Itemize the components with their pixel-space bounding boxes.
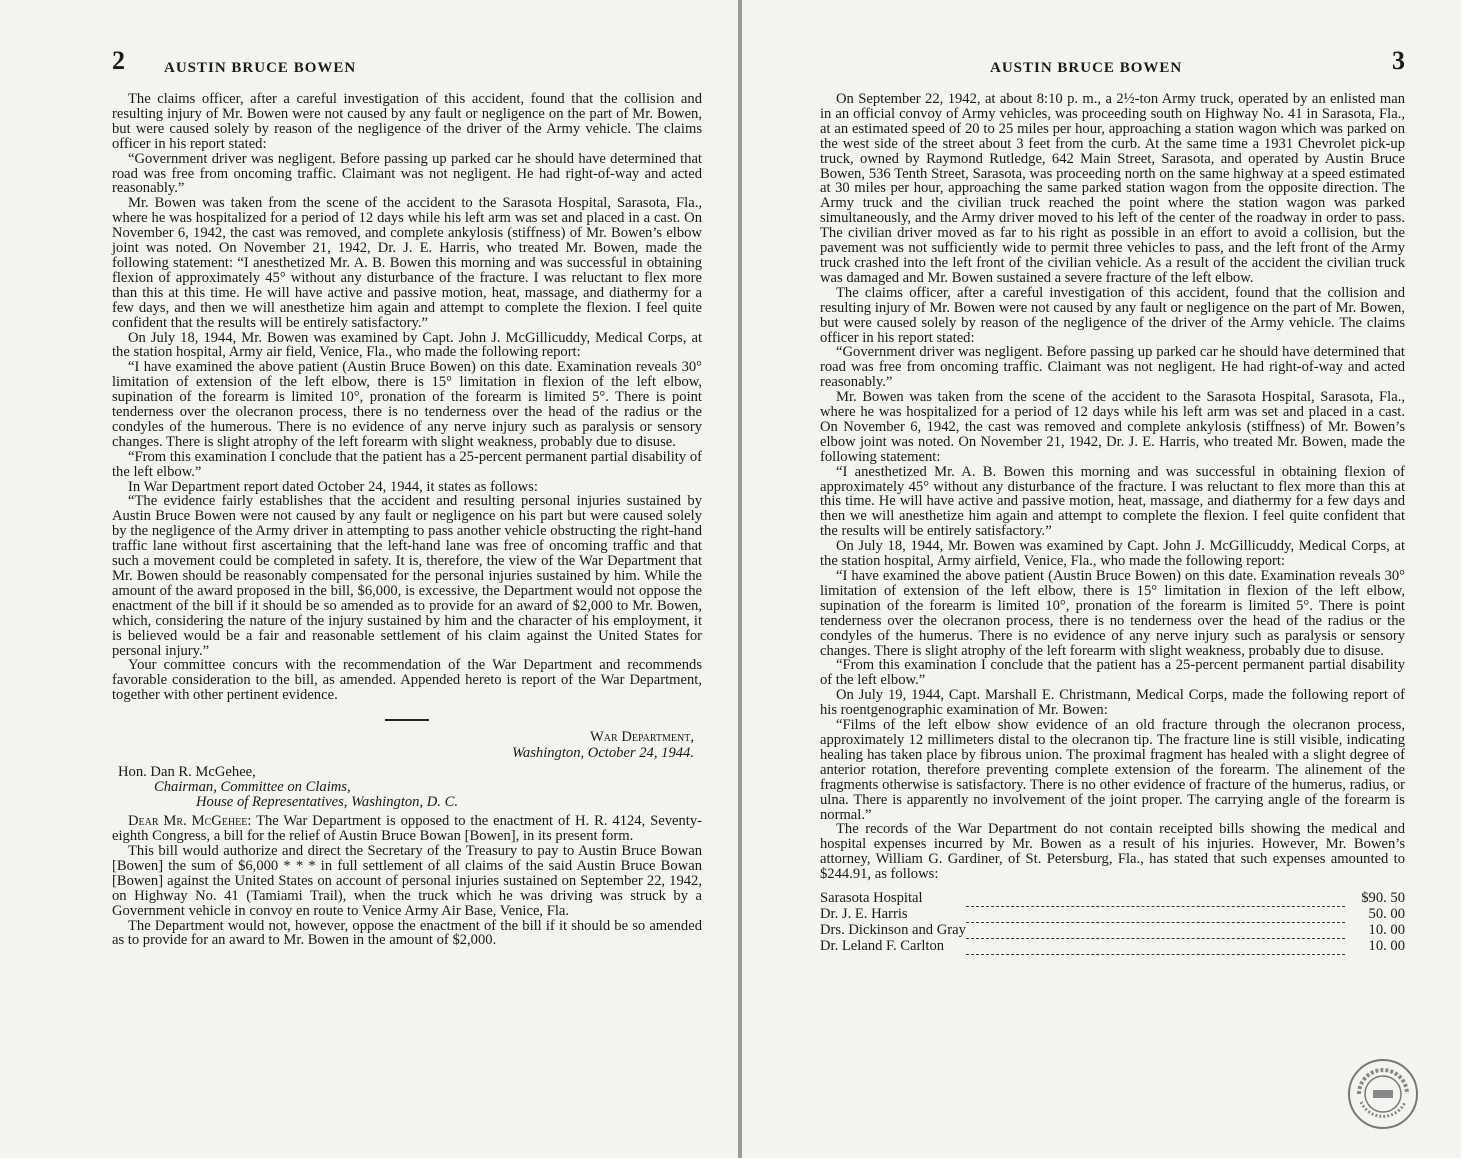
expense-amount: 10. 00 [1368,938,1405,955]
paragraph: In War Department report dated October 24, 1944, it states as follows: [128,478,538,495]
page-number: 2 [112,46,125,75]
section-divider [385,719,429,721]
salutation: Dear Mr. McGehee: [128,813,252,830]
leader-dots [966,938,1345,954]
paragraph: “Government driver was negligent. Before passing up parked car he should have determined that road was free from oncoming traffic. Claimant was not negligent. He had right-of-way and acted reasonably.” [820,344,1405,391]
paragraph: On July 18, 1944, Mr. Bowen was examined by Capt. John J. McGillicuddy, Medical Corps, at the station hospital, Army airfield, Venice, Fla., who made the following report: [820,538,1405,570]
letterhead: War Department, [590,729,694,746]
paragraph: “From this examination I conclude that the patient has a 25-percent permanent partial disability of the left elbow.” [112,448,702,480]
paragraph: The records of the War Department do not contain receipted bills showing the medical and hospital expenses incurred by Mr. Bowen as a result of his injuries. However, Mr. Bowen’s attorney, William G. Gardiner, of St. Petersburg, Fla., has stated that such expenses amounted to $244.91, as follows: [820,821,1405,883]
paragraph: The claims officer, after a careful investigation of this accident, found that the collision and resulting injury of Mr. Bowen were not caused by any fault or negligence on the part of Mr. Bowen, but were caused solely by reason of the negligence of the driver of the Army vehicle. The claims officer in his report stated: [112,91,702,152]
table-row [820,890,1405,906]
letter-date: Washington, October 24, 1944. [512,745,694,762]
letter-text: The War Department is opposed to the enactment of H. R. 4124, Seventy-eighth Congress, a bill for the relief of Austin Bruce Bowan [Bowen], in its present form. [112,813,703,845]
paragraph: On September 22, 1942, at about 8:10 p. m., a 2½-ton Army truck, operated by an enlisted man in an official convoy of Army vehicles, was proceeding south on Highway No. 41 in Sarasota, Fla., at an estimated speed of 20 to 25 miles per hour, approaching a station wagon which was parked on the west side of the street about 3 feet from the curb. At the same time a 1931 Chevrolet pick-up truck, owned by Raymond Rutledge, 642 Main Street, Sarasota, and operated by Austin Bruce Bowen, 536 Tenth Street, Sarasota, was proceeding north on the same highway at a speed estimated at 30 miles per hour, approaching the same parked station wagon from the opposite direction. The Army truck and the civilian truck reached the point where the station wagon was parked simultaneously, and the Army driver moved to his left of the center of the roadway in order to pass. The civilian driver moved as far to his right as possible in an effort to avoid a collision, but the pavement was not sufficiently wide to permit three vehicles to pass, and the left front of the Army truck crashed into the left front of the civilian vehicle. As a result of the accident the civilian truck was damaged and Mr. Bowen sustained a severe fracture of the left elbow. [820,91,1405,286]
right-page [742,0,1461,1158]
expense-name: Dr. Leland F. Carlton [820,938,945,955]
letter-heading [112,729,702,761]
leader-dots [966,922,1345,938]
paragraph: “The evidence fairly establishes that the accident and resulting personal injuries sustained by Austin Bruce Bowen were not caused by any fault or negligence on his part but were caused solely by the negligence of the Army driver in attempting to pass another vehicle obstructing the right-hand traffic lane without first ascertaining that the left-hand lane was free of oncoming traffic and that such a movement could be completed in safety. It is, therefore, the view of the War Department that Mr. Bowen should be reasonably compensated for the personal injuries sustained by him. While the amount of the award proposed in the bill, $6,000, is excessive, the Department would not oppose the enactment of the bill if it should be so amended as to provide for an award of $2,000 to Mr. Bowen, which, considering the nature of the injury sustained by him and the character of his employment, it is believed would be a fair and reasonable settlement of his claim against the United States for personal injury.” [112,493,702,659]
table-row [820,938,1405,954]
paragraph: Your committee concurs with the recommendation of the War Department and recommends favorable consideration to the bill, as amended. Appended hereto is report of the War Department, together with other pertinent evidence. [112,657,702,704]
addressee-name: Hon. Dan R. McGehee, [118,764,256,781]
table-row [820,922,1405,938]
paragraph: On July 19, 1944, Capt. Marshall E. Christmann, Medical Corps, made the following report of his roentgenographic examination of Mr. Bowen: [820,687,1405,719]
letter-paragraph: This bill would authorize and direct the Secretary of the Treasury to pay to Austin Bruce Bowan [Bowen] the sum of $6,000 * * * in full settlement of all claims of the said Austin Bruce Bowan [Bowen] against the United States on account of personal injuries sustained on September 22, 1942, on Highway No. 41 (Tamiami Trail), when the truck which he was driving was struck by a Government vehicle in convoy en route to Venice Army Air Base, Venice, Fla. [112,842,702,919]
paragraph: “From this examination I conclude that the patient has a 25-percent permanent partial disability of the left elbow.” [820,657,1405,689]
expense-amount: $90. 50 [1361,890,1405,907]
paragraph: On July 18, 1944, Mr. Bowen was examined by Capt. John J. McGillicuddy, Medical Corps, at the station hospital, Army air field, Venice, Fla., who made the following report: [112,329,702,361]
expense-name: Drs. Dickinson and Gray [820,922,966,939]
expense-name: Dr. J. E. Harris [820,906,908,923]
paragraph: “Government driver was negligent. Before passing up parked car he should have determined that road was free from oncoming traffic. Claimant was not negligent. He had right-of-way and acted reasonably.” [112,150,702,197]
page-header [820,46,1405,82]
expense-amount: 50. 00 [1368,906,1405,923]
paragraph: “Films of the left elbow show evidence of an old fracture through the olecranon process, approximately 12 millimeters distal to the olecranon tip. The fracture line is still visible, indicating healing has taken place by fibrous union. The proximal fragment has healed with a slight degree of anterior rotation, therefore preventing complete extension of the forearm. The alinement of the fragments otherwise is satisfactory. There is no other evidence of fracture of the humerus, radius, or ulna. There is apparently no involvement of the joint proper. The carrying angle of the forearm is normal.” [820,717,1405,823]
expense-name: Sarasota Hospital [820,890,923,907]
running-title: AUSTIN BRUCE BOWEN [990,60,1183,76]
expenses-table [820,890,1405,955]
addressee-block [112,765,702,810]
running-title: AUSTIN BRUCE BOWEN [164,60,357,76]
page-number: 3 [1392,46,1405,75]
paragraph: The claims officer, after a careful investigation of this accident, found that the collision and resulting injury of Mr. Bowen were not caused by any fault or negligence on the part of Mr. Bowen, but were caused solely by reason of the negligence of the driver of the Army vehicle. The claims officer in his report stated: [820,284,1405,346]
paragraph: Mr. Bowen was taken from the scene of the accident to the Sarasota Hospital, Sarasota, Fla., where he was hospitalized for a period of 12 days while his left arm was set and placed in a cast. On November 6, 1942, the cast was removed and complete ankylosis (stiffness) of Mr. Bowen’s elbow joint was noted. On November 21, 1942, Dr. J. E. Harris, who treated Mr. Bowen, made the following statement: [820,389,1405,465]
paragraph: “I have examined the above patient (Austin Bruce Bowen) on this date. Examination reveals 30° limitation of extension of the left elbow, there is 15° limitation in flexion of the left elbow, supination of the forearm is limited 10°, pronation of the forearm is limited 5°. There is point tenderness over the olecranon process, there is no tenderness over the head of the radius or the condyles of the humerus. There is no evidence of any nerve injury such as paralysis or sensory changes. There is slight atrophy of the left forearm with slight weakness, probably due to disuse. [820,568,1405,659]
archive-stamp-icon [1347,1058,1419,1130]
addressee-house: House of Representatives, Washington, D. C. [196,794,458,811]
paragraph: “I anesthetized Mr. A. B. Bowen this morning and was successful in obtaining flexion of approximately 45° without any disturbance of the fracture. I was reluctant to flex more than this at this time. He will have active and passive motion, heat, massage, and diathermy for a few days and then we will anesthetize him again and attempt to complete the flexion. I feel quite confident that the results will be entirely satisfactory.” [820,463,1405,540]
leader-dots [966,890,1345,906]
table-row [820,906,1405,922]
page-header [112,46,702,82]
expense-amount: 10. 00 [1368,922,1405,939]
letter-paragraph [112,814,702,844]
paragraph: Mr. Bowen was taken from the scene of the accident to the Sarasota Hospital, Sarasota, Fla., where he was hospitalized for a period of 12 days while his left arm was set and placed in a cast. On November 6, 1942, the cast was removed, and complete ankylosis (stiffness) of Mr. Bowen’s elbow joint was noted. On November 21, 1942, Dr. J. E. Harris, who treated Mr. Bowen, made the following statement: “I anesthetized Mr. A. B. Bowen this morning and was successful in obtaining flexion of approximately 45° without any disturbance of the fracture. I was reluctant to flex more than this at this time. He will have active and passive motion, heat, massage, and diathermy for a few days, and then we will anesthetize him again and attempt to complete the flexion. I feel quite confident that the results will be entirely satisfactory.” [112,195,702,331]
leader-dots [966,906,1345,922]
paragraph: “I have examined the above patient (Austin Bruce Bowen) on this date. Examination reveals 30° limitation of extension of the left elbow, there is 15° limitation in flexion of the left elbow, supination of the forearm is limited 10°, pronation of the forearm is limited 5°. There is point tenderness over the olecranon process, there is no tenderness over the head of the radius or the condyles of the humerous. There is no evidence of any nerve injury such as paralysis or sensory changes. There is slight atrophy of the left forearm with slight weakness, probably due to disuse. [112,359,702,450]
letter-paragraph: The Department would not, however, oppose the enactment of the bill if it should be so amended as to provide for an award to Mr. Bowen in the amount of $2,000. [112,917,702,949]
addressee-title: Chairman, Committee on Claims, [154,779,351,796]
